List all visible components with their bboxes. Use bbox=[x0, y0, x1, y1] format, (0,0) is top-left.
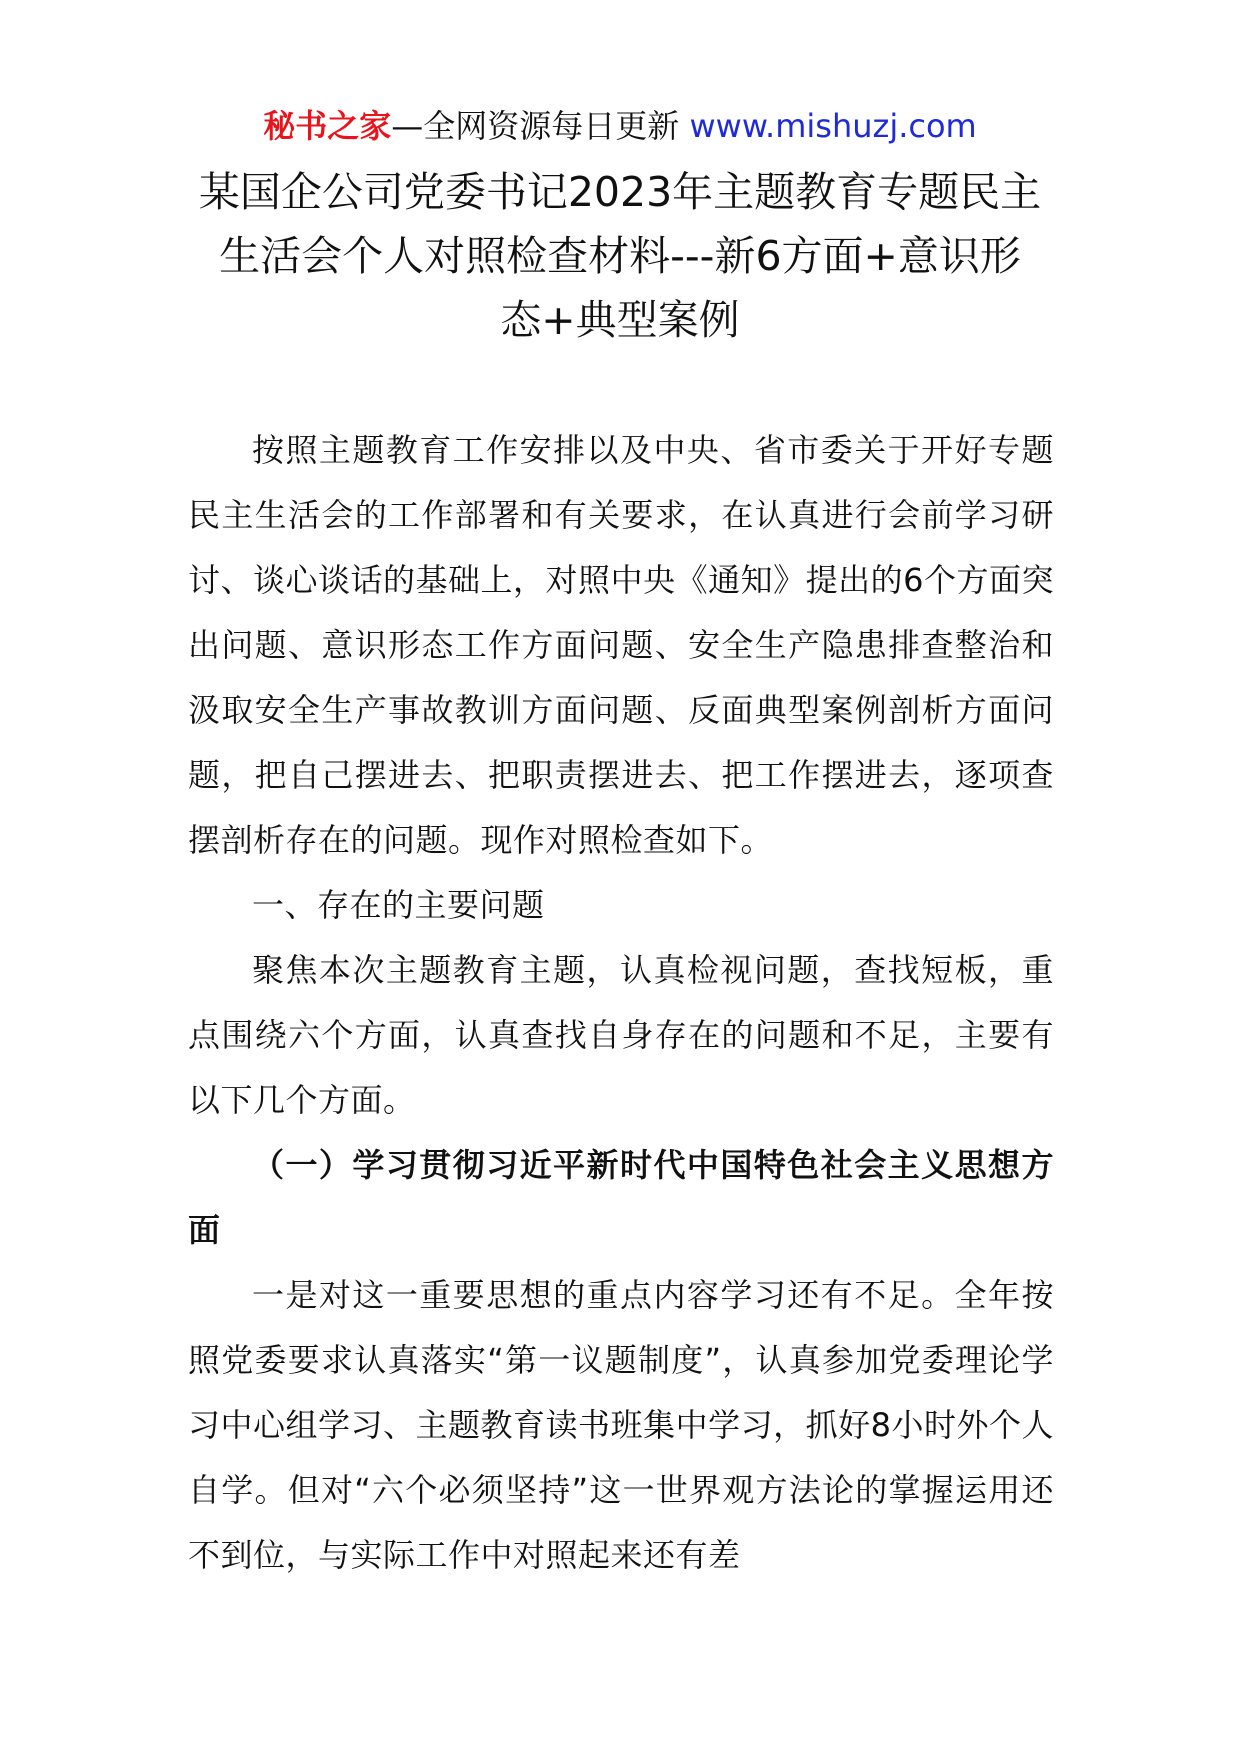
document-body bbox=[188, 418, 1054, 1588]
brand-name: 秘书之家 bbox=[263, 107, 392, 145]
site-header bbox=[0, 102, 1240, 150]
title-line-3: 态+典型案例 bbox=[500, 296, 740, 344]
site-url-link[interactable]: www.mishuzj.com bbox=[689, 107, 977, 145]
point-1-paragraph: 一是对这一重要思想的重点内容学习还有不足。全年按照党委要求认真落实“第一议题制度”，认真参加党委理论学习中心组学习、主题教育读书班集中学习，抓好8小时外个人自学。但对“六个必须坚持”这一世界观方法论的掌握运用还不到位，与实际工作中对照起来还有差 bbox=[188, 1276, 1054, 1574]
section-1-intro-paragraph: 聚焦本次主题教育主题，认真检视问题，查找短板，重点围绕六个方面，认真查找自身存在的问题和不足，主要有以下几个方面。 bbox=[188, 951, 1054, 1119]
subsection-heading-1: （一）学习贯彻习近平新时代中国特色社会主义思想方面 bbox=[188, 1146, 1054, 1249]
header-tagline: —全网资源每日更新 bbox=[391, 107, 680, 145]
document-title bbox=[180, 160, 1060, 352]
title-line-1: 某国企公司党委书记2023年主题教育专题民主 bbox=[198, 168, 1042, 216]
title-line-2: 生活会个人对照检查材料---新6方面+意识形 bbox=[219, 232, 1021, 280]
section-heading-1: 一、存在的主要问题 bbox=[252, 886, 545, 924]
intro-paragraph: 按照主题教育工作安排以及中央、省市委关于开好专题民主生活会的工作部署和有关要求，在认真进行会前学习研讨、谈心谈话的基础上，对照中央《通知》提出的6个方面突出问题、意识形态工作方面问题、安全生产隐患排查整治和汲取安全生产事故教训方面问题、反面典型案例剖析方面问题，把自己摆进去、把职责摆进去、把工作摆进去，逐项查摆剖析存在的问题。现作对照检查如下。 bbox=[188, 431, 1054, 859]
